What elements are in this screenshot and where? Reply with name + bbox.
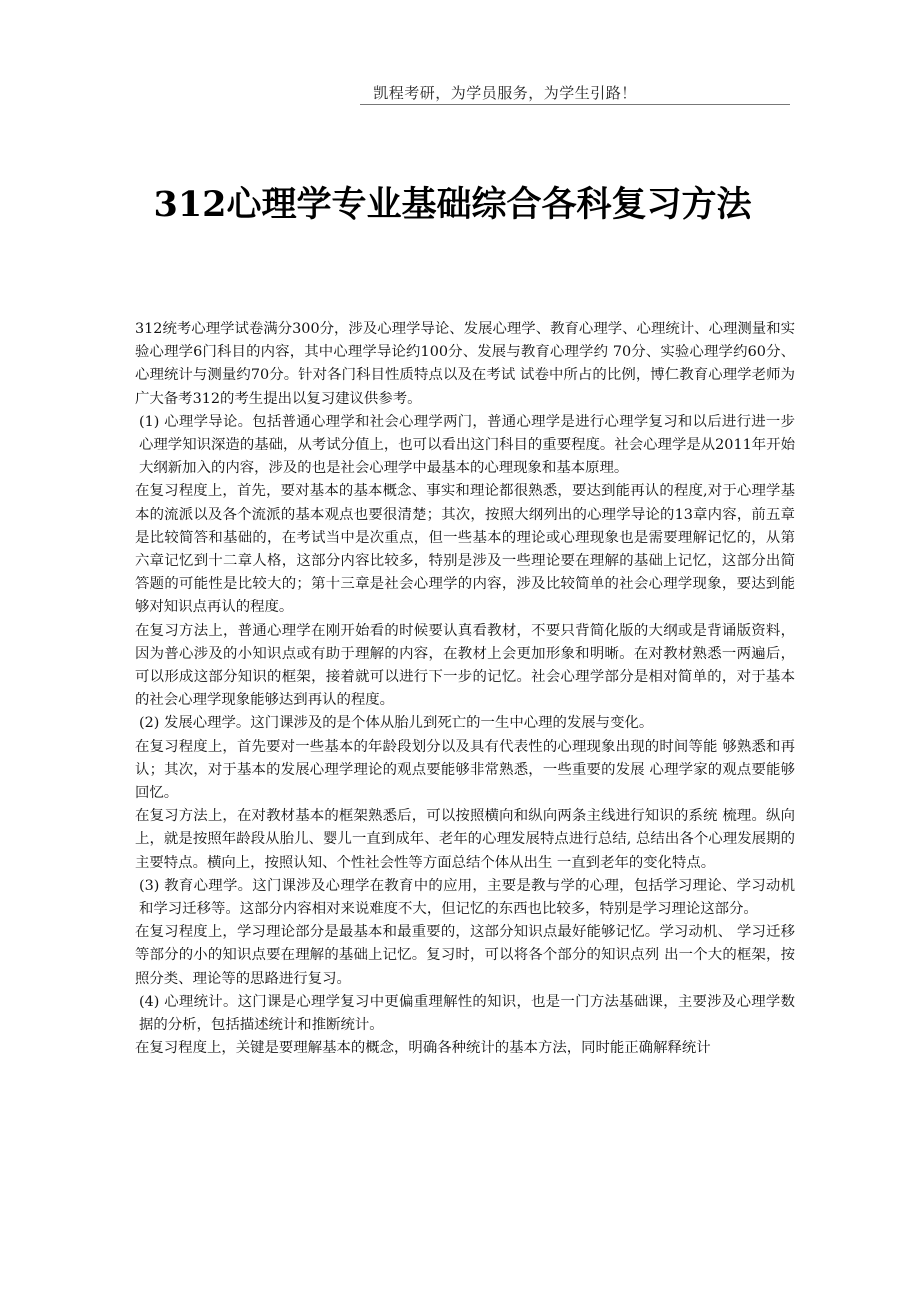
intro-paragraph: 312统考心理学试卷满分300分，涉及心理学导论、发展心理学、教育心理学、心理统计、心理测量和实验心理学6门科目的内容，其中心理学导论约100分、发展与教育心理学约 70分、实验心理学约60分、心理统计与测量约70分。针对各门科目性质特点以及在考试 试卷中所占的比例，博仁教育心理学老师为广大备考312的考生提出以复习建议供参考。 <box>135 321 795 407</box>
header-slogan: 凯程考研，为学员服务，为学生引路！ <box>373 84 637 102</box>
section-1-intro-psychology: (1) 心理学导论。包括普通心理学和社会心理学两门，普通心理学是进行心理学复习和以后进行进一步心理学知识深造的基础，从考试分值上，也可以看出这门科目的重要程度。社会心理学是从2011年开始大纲新加入的内容，涉及的也是社会心理学中最基本的心理现象和基本原理。 <box>139 413 795 477</box>
section-2-review-method: 在复习方法上，在对教材基本的框架熟悉后，可以按照横向和纵向两条主线进行知识的系统 梳理。纵向上，就是按照年龄段从胎儿、婴儿一直到成年、老年的心理发展特点进行总结, 总结出各个心理发展期的主要特点。横向上，按照认知、个性社会性等方面总结个体从出生 一直到老年的变化特点。 <box>135 808 795 871</box>
section-2-developmental-psychology: (2) 发展心理学。这门课涉及的是个体从胎儿到死亡的一生中心理的发展与变化。 <box>139 715 654 732</box>
section-4-psychological-statistics: (4) 心理统计。这门课是心理学复习中更偏重理解性的知识，也是一门方法基础课，主要涉及心理学数据的分析，包括描述统计和推断统计。 <box>139 993 795 1034</box>
section-4-review-depth: 在复习程度上，关键是要理解基本的概念，明确各种统计的基本方法，同时能正确解释统计 <box>135 1040 711 1057</box>
section-1-review-depth: 在复习程度上，首先，要对基本的基本概念、事实和理论都很熟悉，要达到能再认的程度,对于心理学基本的流派以及各个流派的基本观点也要很清楚；其次，按照大纲列出的心理学导论的13章内容，前五章是比较简答和基础的，在考试当中是次重点，但一些基本的理论或心理现象也是需要理解记忆的，从第六章记忆到十二章人格，这部分内容比较多，特别是涉及一些理论要在理解的基础上记忆，这部分出简答题的可能性是比较大的；第十三章是社会心理学的内容，涉及比较简单的社会心理学现象，要达到能够对知识点再认的程度。 <box>135 483 795 616</box>
page-header <box>360 84 790 105</box>
section-3-educational-psychology: (3) 教育心理学。这门课涉及心理学在教育中的应用，主要是教与学的心理，包括学习理论、学习动机和学习迁移等。这部分内容相对来说难度不大，但记忆的东西也比较多，特别是学习理论这部分。 <box>139 877 795 918</box>
document-title: 312心理学专业基础综合各科复习方法 <box>153 184 752 225</box>
section-1-review-method: 在复习方法上，普通心理学在刚开始看的时候要认真看教材，不要只背简化版的大纲或是背诵版资料，因为普心涉及的小知识点或有助于理解的内容，在教材上会更加形象和明晰。在对教材熟悉一两遍后，可以形成这部分知识的框架，接着就可以进行下一步的记忆。社会心理学部分是相对简单的，对于基本的社会心理学现象能够达到再认的程度。 <box>135 622 795 709</box>
section-2-review-depth: 在复习程度上，首先要对一些基本的年龄段划分以及具有代表性的心理现象出现的时间等能 够熟悉和再认；其次，对于基本的发展心理学理论的观点要能够非常熟悉，一些重要的发展 心理学家的观点要能够回忆。 <box>135 738 795 802</box>
section-3-review-depth: 在复习程度上，学习理论部分是最基本和最重要的，这部分知识点最好能够记忆。学习动机、 学习迁移等部分的小的知识点要在理解的基础上记忆。复习时，可以将各个部分的知识点列 出一个大的框架，按照分类、理论等的思路进行复习。 <box>135 924 795 987</box>
document-body <box>135 318 795 1278</box>
